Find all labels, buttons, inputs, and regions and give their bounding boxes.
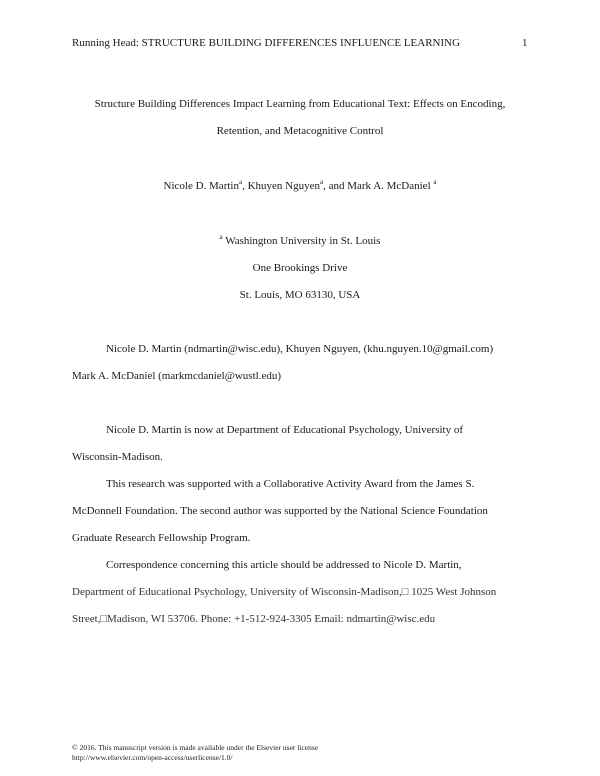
affiliation-city: St. Louis, MO 63130, USA — [239, 289, 361, 301]
author-name: , Khuyen Nguyen — [242, 180, 320, 192]
affiliation-marker: a — [433, 178, 437, 186]
page-number: 1 — [522, 37, 528, 49]
author-line — [0, 179, 600, 193]
running-head: Running Head: STRUCTURE BUILDING DIFFERENCES INFLUENCE LEARNING — [72, 37, 461, 49]
license-url[interactable]: http://www.elsevier.com/open-access/userlicense/1.0/ — [72, 753, 233, 762]
affiliation-marker: a — [219, 233, 223, 241]
license-notice: © 2016. This manuscript version is made available under the Elsevier user license — [72, 743, 319, 752]
author-note-line: Nicole D. Martin is now at Department of Educational Psychology, University of — [106, 424, 464, 436]
author-name: , and Mark A. McDaniel — [323, 180, 431, 192]
affiliation-marker: a — [319, 178, 324, 186]
funding-note-line: Graduate Research Fellowship Program. — [72, 532, 251, 544]
correspondence-line: Department of Educational Psychology, University of Wisconsin-Madison,□ 1025 West Johnson — [72, 586, 497, 598]
affiliation-marker: a — [238, 178, 243, 186]
email-line-1: Nicole D. Martin (ndmartin@wisc.edu), Khuyen Nguyen, (khu.nguyen.10@gmail.com) — [106, 343, 494, 355]
correspondence-line: Street,□Madison, WI 53706. Phone: +1-512-924-3305 Email: ndmartin@wisc.edu — [72, 613, 436, 625]
correspondence-line: Correspondence concerning this article should be addressed to Nicole D. Martin, — [106, 559, 462, 571]
author-name: Nicole D. Martin — [163, 180, 239, 192]
title-line-1: Structure Building Differences Impact Learning from Educational Text: Effects on Encoding, — [94, 98, 506, 110]
funding-note-line: McDonnell Foundation. The second author was supported by the National Science Foundation — [72, 505, 488, 517]
title-line-2: Retention, and Metacognitive Control — [216, 125, 384, 137]
funding-note-line: This research was supported with a Collaborative Activity Award from the James S. — [106, 478, 475, 490]
affiliation-street: One Brookings Drive — [252, 262, 348, 274]
affiliation-institution: $^a$ Washington University in St. Louis — [219, 233, 381, 247]
author-note-line: Wisconsin-Madison. — [72, 451, 163, 463]
email-line-2: Mark A. McDaniel (markmcdaniel@wustl.edu) — [72, 370, 281, 382]
